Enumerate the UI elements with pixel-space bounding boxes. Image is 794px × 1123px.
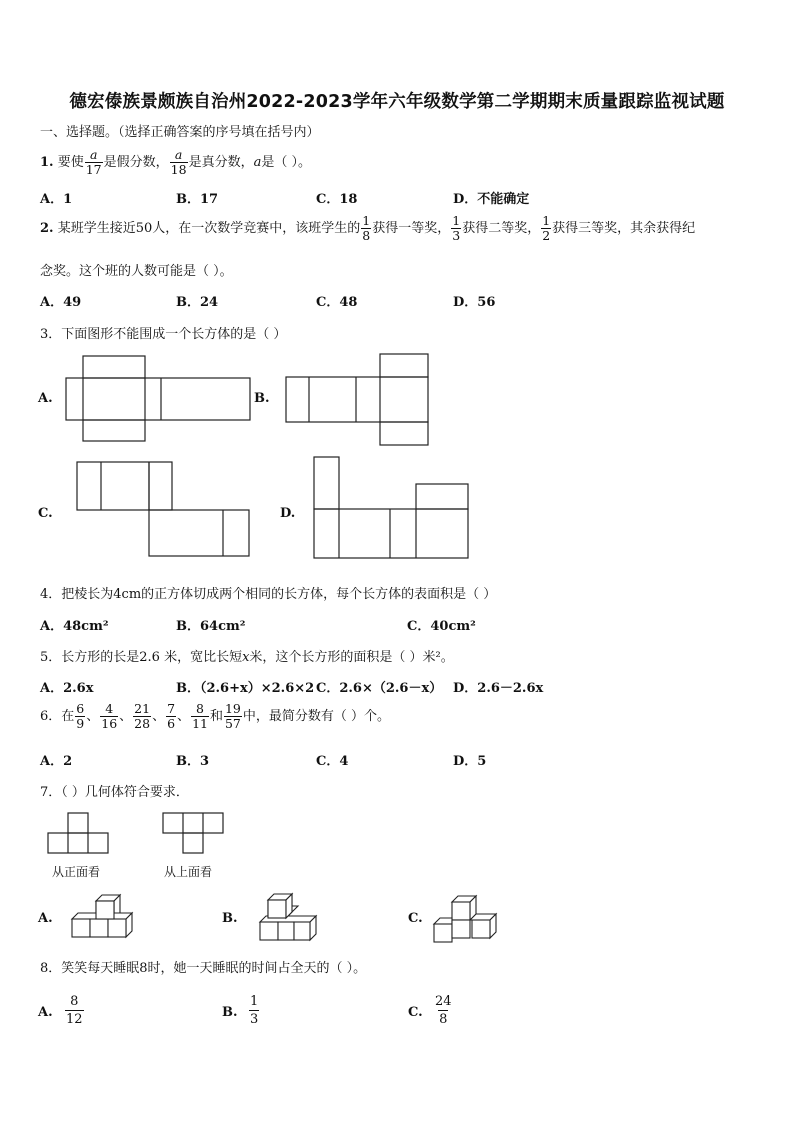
option: A．48cm² — [40, 619, 109, 634]
fraction: $\frac{8}{12}$ — [66, 994, 83, 1027]
q1-text-1: 要使 — [57, 155, 84, 170]
fraction: $\frac{a}{18}$ — [170, 147, 187, 177]
option-label: B. — [254, 391, 270, 406]
option-label: B. — [222, 1005, 238, 1020]
q5-text-1: 5．长方形的长是2.6 米，宽比长短 — [40, 650, 243, 665]
option: B．3 — [176, 754, 210, 769]
section-heading: 一、选择题。（选择正确答案的序号填在括号内） — [40, 125, 320, 140]
question-number: 1. — [40, 155, 54, 170]
option: A．1 — [40, 192, 73, 207]
net-c-figure — [74, 459, 254, 561]
fraction: $\frac{6}{9}$ — [76, 701, 85, 731]
option: B．（2.6+x）×2.6×2 — [176, 681, 315, 696]
q2-text-2: 获得一等奖， — [372, 221, 451, 236]
option-label: A. — [38, 1005, 53, 1020]
question-number: 2. — [40, 221, 54, 236]
question-1 — [40, 148, 311, 177]
option: C．4 — [316, 754, 349, 769]
q2-text-3: 获得二等奖， — [462, 221, 541, 236]
option: D．不能确定 — [453, 192, 530, 207]
front-view-label: 从正面看 — [52, 865, 101, 879]
question-6: 6．在 $\frac{6}{9}$ 、 $\frac{4}{16}$ 、 $\frac{21}{28}$ 、 $\frac{7}{6}$ 、 $\frac{8}{11}$ 和 $\frac{19}{57}$ 中，最简分数有（ ）个。 — [40, 701, 391, 731]
fraction: $\frac{a}{17}$ — [85, 147, 102, 177]
q2-text-1: 某班学生接近50人，在一次数学竞赛中，该班学生的 — [57, 221, 361, 236]
net-a-figure — [60, 352, 260, 446]
option: A．2.6x — [40, 681, 94, 696]
cube-stack-c-figure — [430, 890, 502, 946]
fraction: $\frac{1}{8}$ — [362, 213, 371, 243]
q6-text-2: 中，最简分数有（ ）个。 — [242, 709, 391, 724]
top-view-figure — [159, 810, 229, 858]
fraction: $\frac{7}{6}$ — [167, 701, 176, 731]
question-5 — [40, 646, 454, 665]
q6-text-1: 6．在 — [40, 709, 75, 724]
option: A．2 — [40, 754, 73, 769]
net-d-figure — [310, 454, 474, 562]
cube-stack-a-figure — [70, 893, 150, 945]
fraction: $\frac{1}{3}$ — [250, 994, 259, 1027]
option: C．40cm² — [407, 619, 476, 634]
option: B．24 — [176, 295, 219, 310]
option-label: C. — [38, 506, 53, 521]
option: D．2.6－2.6x — [453, 681, 544, 696]
page-title: 德宏傣族景颇族自治州2022-2023学年六年级数学第二学期期末质量跟踪监视试题 — [69, 92, 725, 112]
net-b-figure — [282, 350, 432, 450]
question-2 — [40, 214, 695, 243]
option-label: A. — [38, 391, 53, 406]
variable: x — [242, 650, 250, 665]
option-label: B. — [222, 911, 238, 926]
fraction: $\frac{1}{2}$ — [542, 213, 551, 243]
option-label: C. — [408, 911, 423, 926]
variable: a — [253, 155, 262, 170]
fraction: $\frac{19}{57}$ — [224, 701, 241, 731]
q2-text-line2: 念奖。这个班的人数可能是（ ）。 — [40, 264, 233, 279]
fraction: $\frac{24}{8}$ — [435, 994, 452, 1027]
option: D．5 — [453, 754, 487, 769]
fraction: $\frac{4}{16}$ — [101, 701, 118, 731]
option: B．64cm² — [176, 619, 246, 634]
question-7: 7．（ ）几何体符合要求． — [40, 785, 189, 800]
question-3: 3．下面图形不能围成一个长方体的是（ ） — [40, 327, 287, 342]
q1-text-4: 是（ ）。 — [261, 155, 311, 170]
option: B．17 — [176, 192, 219, 207]
fraction: $\frac{21}{28}$ — [134, 701, 151, 731]
q2-text-4: 获得三等奖，其余获得纪 — [552, 221, 696, 236]
option-label: A. — [38, 911, 53, 926]
front-view-figure — [44, 810, 114, 858]
question-8: 8．笑笑每天睡眠8时，她一天睡眠的时间占全天的（ ）。 — [40, 961, 367, 976]
option: C．48 — [316, 295, 358, 310]
q1-text-3: 是真分数， — [188, 155, 254, 170]
q5-text-2: 米，这个长方形的面积是（ ）米²。 — [249, 650, 454, 665]
fraction: $\frac{8}{11}$ — [192, 701, 208, 731]
option: C．18 — [316, 192, 358, 207]
cube-stack-b-figure — [258, 890, 324, 946]
option-label: D. — [280, 506, 296, 521]
option: C．2.6×（2.6－x） — [316, 681, 443, 696]
q1-text-2: 是假分数， — [103, 155, 169, 170]
option-label: C. — [408, 1005, 423, 1020]
option: D．56 — [453, 295, 496, 310]
top-view-label: 从上面看 — [164, 865, 213, 879]
option: A．49 — [40, 295, 82, 310]
fraction: $\frac{1}{3}$ — [452, 213, 461, 243]
question-4: 4．把棱长为4cm的正方体切成两个相同的长方体，每个长方体的表面积是（ ） — [40, 587, 497, 602]
